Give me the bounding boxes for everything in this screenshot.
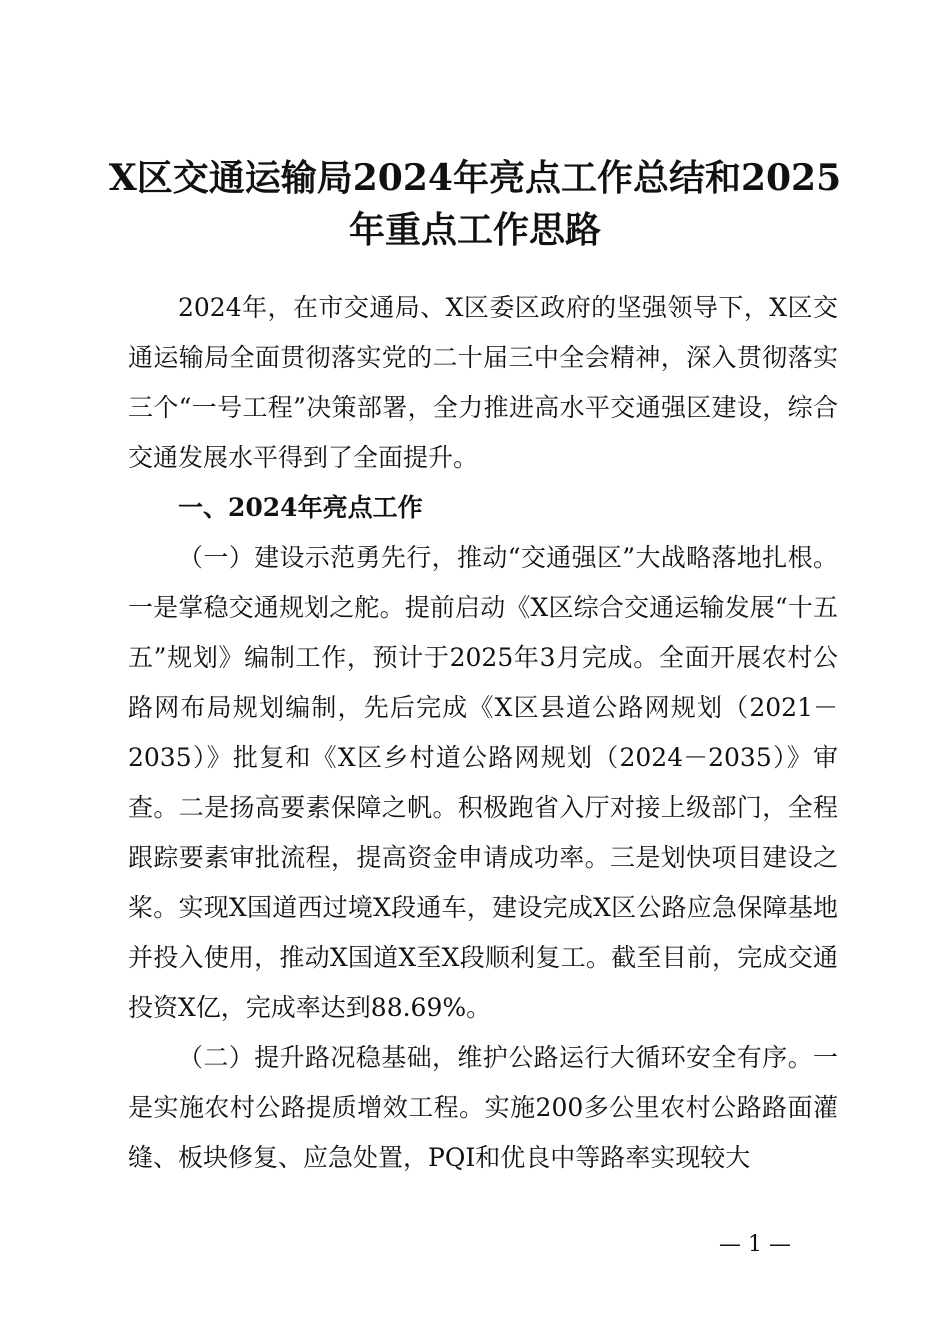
title-line-1: X区交通运输局2024年亮点工作总结和2025	[108, 157, 842, 199]
page-number: — 1 —	[719, 1232, 791, 1257]
section-paragraph-1: （一）建设示范勇先行，推动“交通强区”大战略落地扎根。一是掌稳交通规划之舵。提前启动《X区综合交通运输发展“十五五”规划》编制工作，预计于2025年3月完成。全面开展农村公路网布局规划编制，先后完成《X区县道公路网规划（2021－2035）》批复和《X区乡村道公路网规划（2024－2035）》审查。二是扬高要素保障之帆。积极跑省入厅对接上级部门，全程跟踪要素审批流程，提高资金申请成功率。三是划快项目建设之桨。实现X国道西过境X段通车，建设完成X区公路应急保障基地并投入使用，推动X国道X至X段顺利复工。截至目前，完成交通投资X亿，完成率达到88.69%。	[128, 543, 838, 1022]
title-line-2: 年重点工作思路	[348, 209, 601, 251]
intro-paragraph: 2024年，在市交通局、X区委区政府的坚强领导下，X区交通运输局全面贯彻落实党的二十届三中全会精神，深入贯彻落实三个“一号工程”决策部署，全力推进高水平交通强区建设，综合交通发展水平得到了全面提升。	[128, 293, 838, 472]
section-paragraph-2: （二）提升路况稳基础，维护公路运行大循环安全有序。一是实施农村公路提质增效工程。实施200多公里农村公路路面灌缝、板块修复、应急处置，PQI和优良中等路率实现较大	[128, 1043, 838, 1172]
document-title	[100, 152, 850, 256]
section-heading: 一、2024年亮点工作	[178, 493, 423, 522]
